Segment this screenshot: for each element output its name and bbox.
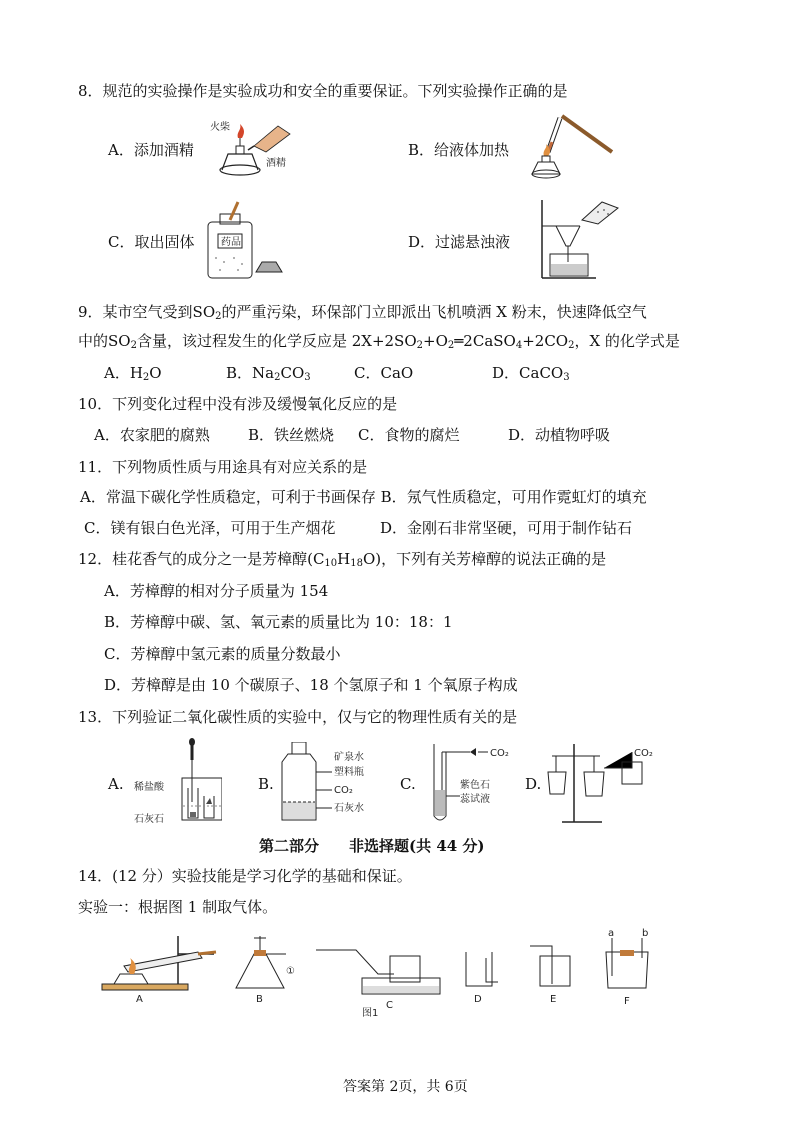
q12-option-b: B．芳樟醇中碳、氢、氧元素的质量比为 10：18：1 [104,613,453,631]
apparatus-a [102,936,216,1005]
fig13b-label-water: 矿泉水 [334,752,364,763]
q9-option-c: C．CaO [354,364,414,382]
q8-option-b: B．给液体加热 [408,141,510,159]
figure-1-apparatus [94,928,674,1020]
q10-option-d: D．动植物呼吸 [508,426,611,444]
apparatus-b [236,936,295,1005]
q11-stem: 11．下列物质性质与用途具有对应关系的是 [78,458,368,476]
fig1-label-c: C [386,1000,393,1011]
fig1-mark-a: a [608,928,615,939]
apparatus-d [466,952,498,1005]
part2-title: 第二部分 非选择题(共 44 分) [259,837,485,855]
page-footer: 答案第 2页，共 6页 [343,1079,468,1095]
q13-stem: 13．下列验证二氧化碳性质的实验中，仅与它的物理性质有关的是 [78,708,518,726]
q12-option-c: C．芳樟醇中氢元素的质量分数最小 [104,645,341,663]
fig13b-label-limewater: 石灰水 [334,803,364,814]
fig1-label-e: E [550,994,557,1005]
fig13a-label-acid: 稀盐酸 [134,782,164,793]
fig8a-label-match: 火柴 [210,122,230,133]
q11-option-c: C．镁有银白色光泽，可用于生产烟花 [84,519,336,537]
apparatus-c [316,950,440,1011]
fig13b-bottle [278,742,388,824]
q13-option-d: D. [525,775,542,793]
fig1-mark-b: b [642,928,649,939]
fig1-label-d: D [474,994,482,1005]
q12-stem: 12．桂花香气的成分之一是芳樟醇$(C_{10}H_{18}O)$，下列有关芳樟醇的说法正确的是 [78,550,607,569]
q10-option-c: C．食物的腐烂 [358,426,460,444]
fig-add-alcohol [208,120,298,182]
q13-option-a: A. [108,775,124,793]
q8-option-d: D．过滤悬浊液 [408,233,511,251]
q13-option-b: B. [258,775,274,793]
q10-stem: 10．下列变化过程中没有涉及缓慢氧化反应的是 [78,395,398,413]
q14-stem: 14．(12 分）实验技能是学习化学的基础和保证。 [78,867,412,885]
q10-option-a: A．农家肥的腐熟 [94,426,210,444]
q8-option-c: C．取出固体 [108,233,195,251]
q9-option-a: A．$H_2O$ [104,364,162,383]
fig13c-label-co2: CO₂ [490,748,509,759]
apparatus-e [530,946,570,1005]
q13-option-c: C. [400,775,416,793]
fig-take-solid [204,200,294,282]
fig8a-label-alcohol: 酒精 [266,158,286,169]
fig1-label-a: A [136,994,143,1005]
fig13c-label-litmus-1: 紫色石 [460,780,490,791]
fig-heat-liquid [522,112,622,184]
q8-option-a: A．添加酒精 [108,141,194,159]
fig1-label-b: B [256,994,263,1005]
fig13d-balance [546,740,686,826]
q11-option-ab: A．常温下碳化学性质稳定，可利于书画保存 B．氖气性质稳定，可用作霓虹灯的填充 [80,488,647,506]
fig1-label-f: F [624,996,630,1007]
fig-filtration [536,200,626,282]
q9-option-d: D．CaCO$_3$ [492,364,570,383]
fig13c-label-litmus-2: 蕊试液 [460,794,490,805]
q11-option-d: D．金刚石非常坚硬，可用于制作钻石 [380,519,633,537]
fig13d-label-co2: CO₂ [634,748,653,759]
fig1-mark-1: ① [286,966,295,977]
q14-experiment-1: 实验一：根据图 1 制取气体。 [78,898,278,916]
fig1-caption: 图1 [362,1008,379,1019]
fig13a-label-limestone: 石灰石 [134,814,164,824]
q12-option-a: A．芳樟醇的相对分子质量为 154 [104,582,329,600]
fig13c-tube [420,738,530,824]
q9-line-2: 中的$SO_2$含量，该过程发生的化学反应是 $2X+2SO_2+O_2═2CaSO_4+2CO_2$，X 的化学式是 [78,332,680,351]
q8-stem: 8．规范的实验操作是实验成功和安全的重要保证。下列实验操作正确的是 [78,82,568,100]
apparatus-f [606,928,648,1007]
q9-option-b: B．$Na_2CO_3$ [226,364,311,383]
fig13b-label-bottle: 塑料瓶 [334,767,364,778]
fig13b-label-co2: CO₂ [334,785,353,796]
fig13a-acid-limestone [132,738,222,824]
fig8c-label-drug: 药品 [221,237,241,248]
q10-option-b: B．铁丝燃烧 [248,426,335,444]
q12-option-d: D．芳樟醇是由 10 个碳原子、18 个氢原子和 1 个氧原子构成 [104,676,518,694]
q9-line-1: 9．某市空气受到$SO_2$的严重污染，环保部门立即派出飞机喷洒 X 粉末，快速降低空气 [78,303,647,322]
